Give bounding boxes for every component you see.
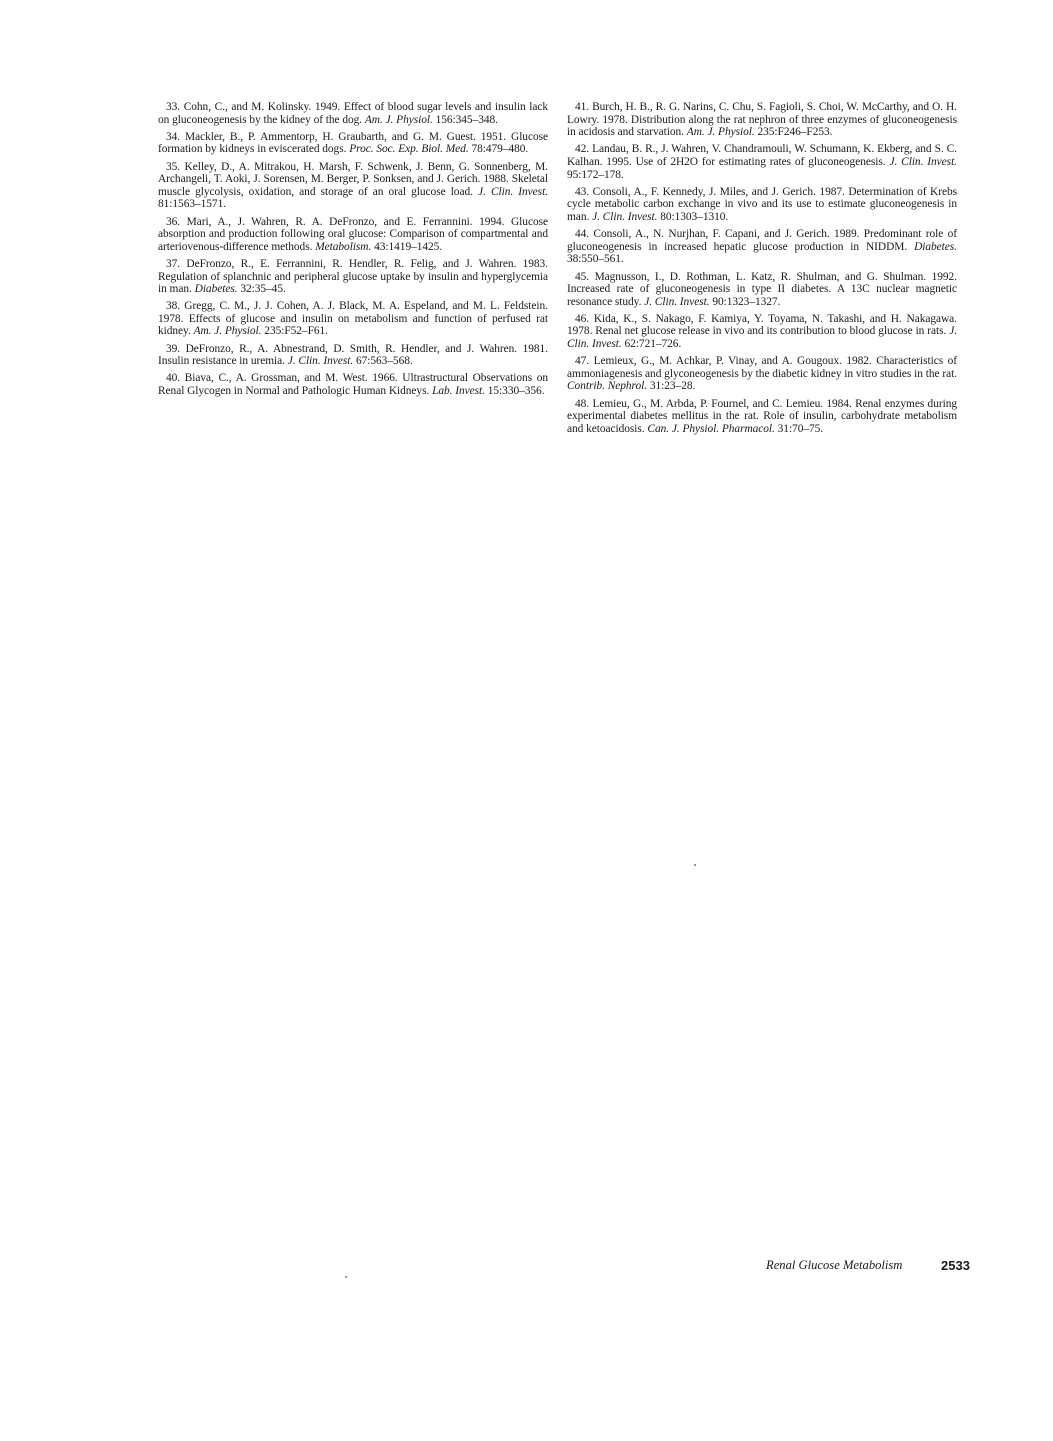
reference-42: 42. Landau, B. R., J. Wahren, V. Chandramouli, W. Schumann, K. Ekberg, and S. C. Kalhan. 1995. Use of 2H2O for estimating rates of gluconeogenesis. J. Clin. Invest. 95:172–178.	[567, 143, 957, 181]
page-footer	[766, 1258, 980, 1276]
scan-speck	[694, 864, 696, 866]
reference-40: 40. Biava, C., A. Grossman, and M. West. 1966. Ultrastructural Observations on Renal Glycogen in Normal and Pathologic Human Kidneys. Lab. Invest. 15:330–356.	[158, 372, 548, 398]
scan-speck	[345, 1276, 347, 1278]
reference-48: 48. Lemieu, G., M. Arbda, P. Fournel, and C. Lemieu. 1984. Renal enzymes during experimental diabetes mellitus in the rat. Role of insulin, carbohydrate metabolism and ketoacidosis. Can. J. Physiol. Pharmacol. 31:70–75.	[567, 397, 957, 435]
reference-47: 47. Lemieux, G., M. Achkar, P. Vinay, and A. Gougoux. 1982. Characteristics of ammoniagenesis and glyconeogenesis by the diabetic kidney in vitro studies in the rat. Contrib. Nephrol. 31:23–28.	[567, 355, 957, 393]
reference-46: 46. Kida, K., S. Nakago, F. Kamiya, Y. Toyama, N. Takashi, and H. Nakagawa. 1978. Renal net glucose release in vivo and its contribution to blood glucose in rats. J. Clin. Invest. 62:721–726.	[567, 312, 957, 351]
reference-36: 36. Mari, A., J. Wahren, R. A. DeFronzo, and E. Ferrannini. 1994. Glucose absorption and production following oral glucose: Comparison of compartmental and arteriovenous-difference methods. Metabolism. 43:1419–1425.	[158, 215, 548, 253]
reference-34: 34. Mackler, B., P. Ammentorp, H. Graubarth, and G. M. Guest. 1951. Glucose formation by kidneys in eviscerated dogs. Proc. Soc. Exp. Biol. Med. 78:479–480.	[158, 130, 548, 156]
reference-37: 37. DeFronzo, R., E. Ferrannini, R. Hendler, R. Felig, and J. Wahren. 1983. Regulation of splanchnic and peripheral glucose uptake by insulin and hyperglycemia in man. Diabetes. 32:35–45.	[158, 257, 548, 296]
reference-38: 38. Gregg, C. M., J. J. Cohen, A. J. Black, M. A. Espeland, and M. L. Feldstein. 1978. Effects of glucose and insulin on metabolism and function of perfused rat kidney. Am. J. Physiol. 235:F52–F61.	[158, 300, 548, 338]
reference-39: 39. DeFronzo, R., A. Abnestrand, D. Smith, R. Hendler, and J. Wahren. 1981. Insulin resistance in uremia. J. Clin. Invest. 67:563–568.	[158, 342, 548, 368]
reference-list-right	[567, 101, 957, 440]
page-number: 2533	[941, 1258, 970, 1273]
reference-35: 35. Kelley, D., A. Mitrakou, H. Marsh, F. Schwenk, J. Benn, G. Sonnenberg, M. Archangeli, T. Aoki, J. Sorensen, M. Berger, P. Sonksen, and J. Gerich. 1988. Skeletal muscle glycolysis, oxidation, and storage of an oral glucose load. J. Clin. Invest. 81:1563–1571.	[158, 160, 548, 211]
reference-33: 33. Cohn, C., and M. Kolinsky. 1949. Effect of blood sugar levels and insulin lack on gluconeogenesis by the kidney of the dog. Am. J. Physiol. 156:345–348.	[158, 101, 548, 126]
reference-41: 41. Burch, H. B., R. G. Narins, C. Chu, S. Fagioli, S. Choi, W. McCarthy, and O. H. Lowry. 1978. Distribution along the rat nephron of three enzymes of gluconeogenesis in acidosis and starvation. Am. J. Physiol. 235:F246–F253.	[567, 101, 957, 139]
reference-44: 44. Consoli, A., N. Nurjhan, F. Capani, and J. Gerich. 1989. Predominant role of gluconeogenesis in increased hepatic glucose production in NIDDM. Diabetes. 38:550–561.	[567, 228, 957, 266]
reference-43: 43. Consoli, A., F. Kennedy, J. Miles, and J. Gerich. 1987. Determination of Krebs cycle metabolic carbon exchange in vivo and its use to estimate gluconeogenesis in man. J. Clin. Invest. 80:1303–1310.	[567, 185, 957, 223]
reference-45: 45. Magnusson, I., D. Rothman, L. Katz, R. Shulman, and G. Shulman. 1992. Increased rate of gluconeogenesis in type II diabetes. A 13C nuclear magnetic resonance study. J. Clin. Invest. 90:1323–1327.	[567, 270, 957, 308]
reference-list-left	[158, 101, 548, 402]
running-title: Renal Glucose Metabolism	[766, 1258, 903, 1272]
